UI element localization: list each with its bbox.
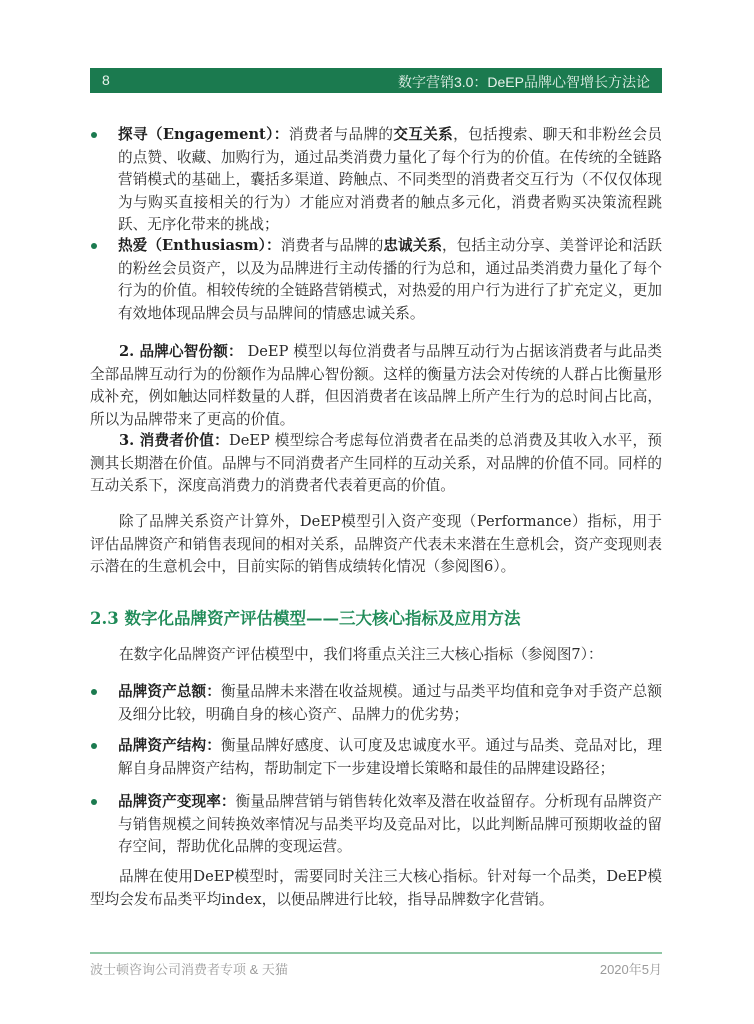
section-intro: 在数字化品牌资产评估模型中，我们将重点关注三大核心指标（参阅图7）： bbox=[119, 646, 603, 663]
bullet-asset-structure bbox=[118, 735, 662, 780]
paragraph-consumer-value bbox=[90, 430, 662, 498]
bullet-term: 品牌资产结构： bbox=[118, 737, 221, 754]
bullet-icon bbox=[91, 743, 97, 749]
bullet-asset-total bbox=[118, 681, 662, 726]
bullet-emphasis: 忠诚关系 bbox=[383, 237, 443, 254]
paragraph-text: DeEP 模型以每位消费者与品牌互动行为占据该消费者与此品类全部品牌互动行为的份额作为品牌心智份额。这样的衡量方法会对传统的人群占比衡量形成补充，例如触达同样数量的人群，但因消费者在该品牌上所产生行为的总时间占比高，所以为品牌带来了更高的价值。 bbox=[90, 343, 662, 428]
bullet-text: 衡量品牌好感度、认可度及忠诚度水平。通过与品类、竞品对比，理解自身品牌资产结构，帮助制定下一步建设增长策略和最佳的品牌建设路径； bbox=[118, 737, 662, 777]
bullet-text: 消费者与品牌的 bbox=[288, 126, 394, 143]
bullet-icon bbox=[91, 689, 97, 695]
bullet-icon bbox=[91, 243, 97, 249]
paragraph-term: 2. 品牌心智份额： bbox=[119, 343, 243, 360]
paragraph-term: 3. 消费者价值： bbox=[119, 432, 230, 449]
bullet-enthusiasm bbox=[118, 235, 662, 325]
bullet-text: 衡量品牌未来潜在收益规模。通过与品类平均值和竞争对手资产总额及细分比较，明确自身的核心资产、品牌力的优劣势； bbox=[118, 683, 662, 723]
page-header bbox=[90, 68, 662, 93]
bullet-term: 探寻（Engagement）： bbox=[118, 126, 289, 143]
paragraph-mind-share bbox=[90, 341, 662, 431]
bullet-text: 衡量品牌营销与销售转化效率及潜在收益留存。分析现有品牌资产与销售规模之间转换效率情况与品类平均及竞品对比，以此判断品牌可预期收益的留存空间，帮助优化品牌的变现运营。 bbox=[118, 793, 662, 856]
bullet-emphasis: 交互关系 bbox=[393, 126, 454, 143]
bullet-text: ，包括主动分享、美誉评论和活跃的粉丝会员资产，以及为品牌进行主动传播的行为总和，通过品类消费力量化了每个行为的价值。相较传统的全链路营销模式，对热爱的用户行为进行了扩充定义，更加有效地体现品牌会员与品牌间的情感忠诚关系。 bbox=[118, 237, 662, 322]
footer-divider bbox=[90, 952, 662, 954]
paragraph-performance bbox=[90, 511, 662, 579]
bullet-asset-conversion bbox=[118, 791, 662, 859]
page-number: 8 bbox=[102, 72, 110, 88]
bullet-term: 热爱（Enthusiasm）： bbox=[118, 237, 281, 254]
bullet-text: ，包括搜索、聊天和非粉丝会员的点赞、收藏、加购行为，通过品类消费力量化了每个行为的价值。在传统的全链路营销模式的基础上，囊括多渠道、跨触点、不同类型的消费者交互行为（不仅仅体现为与购买直接相关的行为）才能应对消费者的触点多元化，消费者购买决策流程跳跃、无序化带来的挑战； bbox=[118, 126, 662, 234]
bullet-icon bbox=[91, 799, 97, 805]
bullet-term: 品牌资产变现率： bbox=[118, 793, 236, 810]
closing-paragraph: 品牌在使用DeEP模型时，需要同时关注三大核心指标。针对每一个品类，DeEP模型均会发布品类平均index，以便品牌进行比较，指导品牌数字化营销。 bbox=[90, 868, 662, 908]
footer-source: 波士顿咨询公司消费者专项 & 天猫 bbox=[90, 962, 288, 977]
bullet-text: 消费者与品牌的 bbox=[280, 237, 384, 254]
bullet-term: 品牌资产总额： bbox=[118, 683, 221, 700]
paragraph-text: DeEP 模型综合考虑每位消费者在品类的总消费及其收入水平，预测其长期潜在价值。品牌与不同消费者产生同样的互动关系，对品牌的价值不同。同样的互动关系下，深度高消费力的消费者代表着更高的价值。 bbox=[90, 432, 662, 495]
bullet-icon bbox=[91, 132, 97, 138]
section-heading: 2.3 数字化品牌资产评估模型——三大核心指标及应用方法 bbox=[90, 609, 521, 628]
footer-date: 2020年5月 bbox=[599, 962, 662, 977]
paragraph-text: 除了品牌关系资产计算外，DeEP模型引入资产变现（Performance）指标，用于评估品牌资产和销售表现间的相对关系，品牌资产代表未来潜在生意机会，资产变现则表示潜在的生意机会中，目前实际的销售成绩转化情况（参阅图6）。 bbox=[90, 513, 662, 576]
header-title: 数字营销3.0：DeEP品牌心智增长方法论 bbox=[397, 74, 650, 90]
bullet-engagement bbox=[118, 124, 662, 237]
